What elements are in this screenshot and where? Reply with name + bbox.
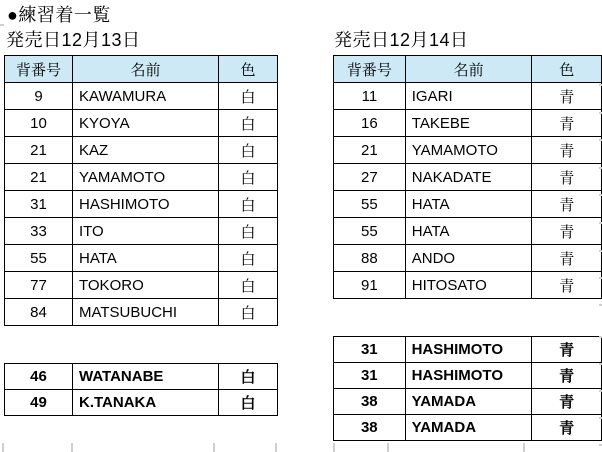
jersey-number-cell[interactable]: 91	[334, 272, 406, 299]
table-row	[334, 363, 602, 389]
gridline-remnant	[599, 222, 602, 224]
release-date-left-label: 発売日12月13日	[6, 30, 141, 50]
name-cell[interactable]: HASHIMOTO	[405, 363, 532, 389]
gridline-remnant	[523, 443, 525, 452]
color-cell[interactable]: 白	[219, 83, 278, 110]
page-title: ●練習着一覧	[7, 5, 111, 25]
name-cell[interactable]: YAMADA	[405, 415, 532, 441]
name-cell[interactable]: WATANABE	[73, 364, 219, 390]
jersey-number-cell[interactable]: 84	[5, 299, 73, 326]
table-row	[334, 389, 602, 415]
table-row	[5, 364, 278, 390]
name-cell[interactable]: HATA	[405, 191, 532, 218]
gridline-remnant	[599, 84, 602, 86]
header-row	[5, 56, 278, 83]
gridline-remnant	[599, 194, 602, 196]
release-date-right-label: 発売日12月14日	[334, 30, 469, 50]
table-row	[334, 164, 602, 191]
table-row	[5, 390, 278, 416]
name-cell[interactable]: HASHIMOTO	[73, 191, 219, 218]
jersey-number-cell[interactable]: 31	[334, 337, 406, 363]
color-cell[interactable]: 白	[219, 390, 278, 416]
jersey-number-cell[interactable]: 21	[334, 137, 406, 164]
color-cell[interactable]: 青	[532, 337, 602, 363]
gridline-remnant	[275, 443, 277, 452]
name-cell[interactable]: ANDO	[405, 245, 532, 272]
jersey-number-cell[interactable]: 10	[5, 110, 73, 137]
jersey-number-cell[interactable]: 49	[5, 390, 73, 416]
jersey-number-cell[interactable]: 27	[334, 164, 406, 191]
table-header	[5, 56, 278, 83]
jersey-number-cell[interactable]: 11	[334, 83, 406, 110]
color-cell[interactable]: 白	[219, 218, 278, 245]
table-row	[5, 218, 278, 245]
name-cell[interactable]: KAZ	[73, 137, 219, 164]
color-cell[interactable]: 白	[219, 164, 278, 191]
color-cell[interactable]: 青	[532, 415, 602, 441]
gridline-remnant	[599, 444, 602, 446]
roster-table-dec14-extra	[333, 336, 602, 441]
jersey-number-cell[interactable]: 33	[5, 218, 73, 245]
color-cell[interactable]: 青	[532, 218, 602, 245]
header-jersey-number[interactable]: 背番号	[334, 56, 406, 83]
table-row	[334, 218, 602, 245]
color-cell[interactable]: 白	[219, 272, 278, 299]
name-cell[interactable]: KYOYA	[73, 110, 219, 137]
header-name[interactable]: 名前	[405, 56, 532, 83]
table-row	[334, 110, 602, 137]
gridline-remnant	[333, 443, 335, 452]
gridline-remnant	[71, 443, 73, 452]
color-cell[interactable]: 白	[219, 245, 278, 272]
jersey-number-cell[interactable]: 9	[5, 83, 73, 110]
table-row	[5, 245, 278, 272]
color-cell[interactable]: 青	[532, 137, 602, 164]
gridline-remnant	[599, 112, 602, 114]
color-cell[interactable]: 白	[219, 299, 278, 326]
gridline-remnant	[599, 363, 602, 365]
table-row	[334, 415, 602, 441]
gridline-remnant	[599, 139, 602, 141]
color-cell[interactable]: 青	[532, 83, 602, 110]
name-cell[interactable]: IGARI	[405, 83, 532, 110]
table-row	[5, 83, 278, 110]
name-cell[interactable]: HATA	[73, 245, 219, 272]
name-cell[interactable]: MATSUBUCHI	[73, 299, 219, 326]
color-cell[interactable]: 白	[219, 110, 278, 137]
color-cell[interactable]: 白	[219, 364, 278, 390]
table-row	[5, 110, 278, 137]
header-jersey-number[interactable]: 背番号	[5, 56, 73, 83]
name-cell[interactable]: KAWAMURA	[73, 83, 219, 110]
name-cell[interactable]: TOKORO	[73, 272, 219, 299]
name-cell[interactable]: HATA	[405, 218, 532, 245]
table-row	[334, 137, 602, 164]
gridline-remnant	[599, 390, 602, 392]
jersey-number-cell[interactable]: 46	[5, 364, 73, 390]
name-cell[interactable]: HASHIMOTO	[405, 337, 532, 363]
gridline-remnant	[599, 250, 602, 252]
header-row	[334, 56, 602, 83]
gridline-remnant	[599, 277, 602, 279]
jersey-number-cell[interactable]: 55	[334, 218, 406, 245]
gridline-remnant	[387, 443, 389, 452]
jersey-number-cell[interactable]: 21	[5, 164, 73, 191]
name-cell[interactable]: YAMADA	[405, 389, 532, 415]
gridline-remnant	[599, 336, 602, 338]
jersey-number-cell[interactable]: 88	[334, 245, 406, 272]
gridline-remnant	[599, 417, 602, 419]
header-name[interactable]: 名前	[73, 56, 219, 83]
jersey-number-cell[interactable]: 31	[334, 363, 406, 389]
jersey-number-cell[interactable]: 38	[334, 415, 406, 441]
table-row	[334, 245, 602, 272]
jersey-number-cell[interactable]: 55	[5, 245, 73, 272]
name-cell[interactable]: TAKEBE	[405, 110, 532, 137]
name-cell[interactable]: YAMAMOTO	[405, 137, 532, 164]
table-header	[334, 56, 602, 83]
table-row	[5, 299, 278, 326]
jersey-number-cell[interactable]: 31	[5, 191, 73, 218]
color-cell[interactable]: 青	[532, 110, 602, 137]
color-cell[interactable]: 青	[532, 191, 602, 218]
table-row	[5, 164, 278, 191]
gridline-remnant	[599, 167, 602, 169]
color-cell[interactable]: 青	[532, 389, 602, 415]
table-row	[334, 83, 602, 110]
header-color[interactable]: 色	[532, 56, 602, 83]
table-row	[334, 272, 602, 299]
color-cell[interactable]: 青	[532, 245, 602, 272]
jersey-number-cell[interactable]: 21	[5, 137, 73, 164]
color-cell[interactable]: 青	[532, 363, 602, 389]
gridline-remnant	[213, 443, 215, 452]
jersey-number-cell[interactable]: 38	[334, 389, 406, 415]
jersey-number-cell[interactable]: 16	[334, 110, 406, 137]
roster-table-dec13-extra	[4, 363, 278, 416]
name-cell[interactable]: HITOSATO	[405, 272, 532, 299]
color-cell[interactable]: 青	[532, 272, 602, 299]
gridline-remnant	[599, 304, 602, 306]
gridline-remnant	[0, 24, 4, 26]
table-row	[334, 191, 602, 218]
color-cell[interactable]: 白	[219, 191, 278, 218]
gridline-remnant	[2, 443, 4, 452]
table-row	[5, 137, 278, 164]
color-cell[interactable]: 青	[532, 164, 602, 191]
name-cell[interactable]: NAKADATE	[405, 164, 532, 191]
name-cell[interactable]: ITO	[73, 218, 219, 245]
name-cell[interactable]: K.TANAKA	[73, 390, 219, 416]
color-cell[interactable]: 白	[219, 137, 278, 164]
table-row	[5, 272, 278, 299]
jersey-number-cell[interactable]: 77	[5, 272, 73, 299]
header-color[interactable]: 色	[219, 56, 278, 83]
roster-table-dec13-main	[4, 55, 278, 326]
roster-table-dec14-main	[333, 55, 602, 299]
table-row	[5, 191, 278, 218]
name-cell[interactable]: YAMAMOTO	[73, 164, 219, 191]
table-row	[334, 337, 602, 363]
jersey-number-cell[interactable]: 55	[334, 191, 406, 218]
